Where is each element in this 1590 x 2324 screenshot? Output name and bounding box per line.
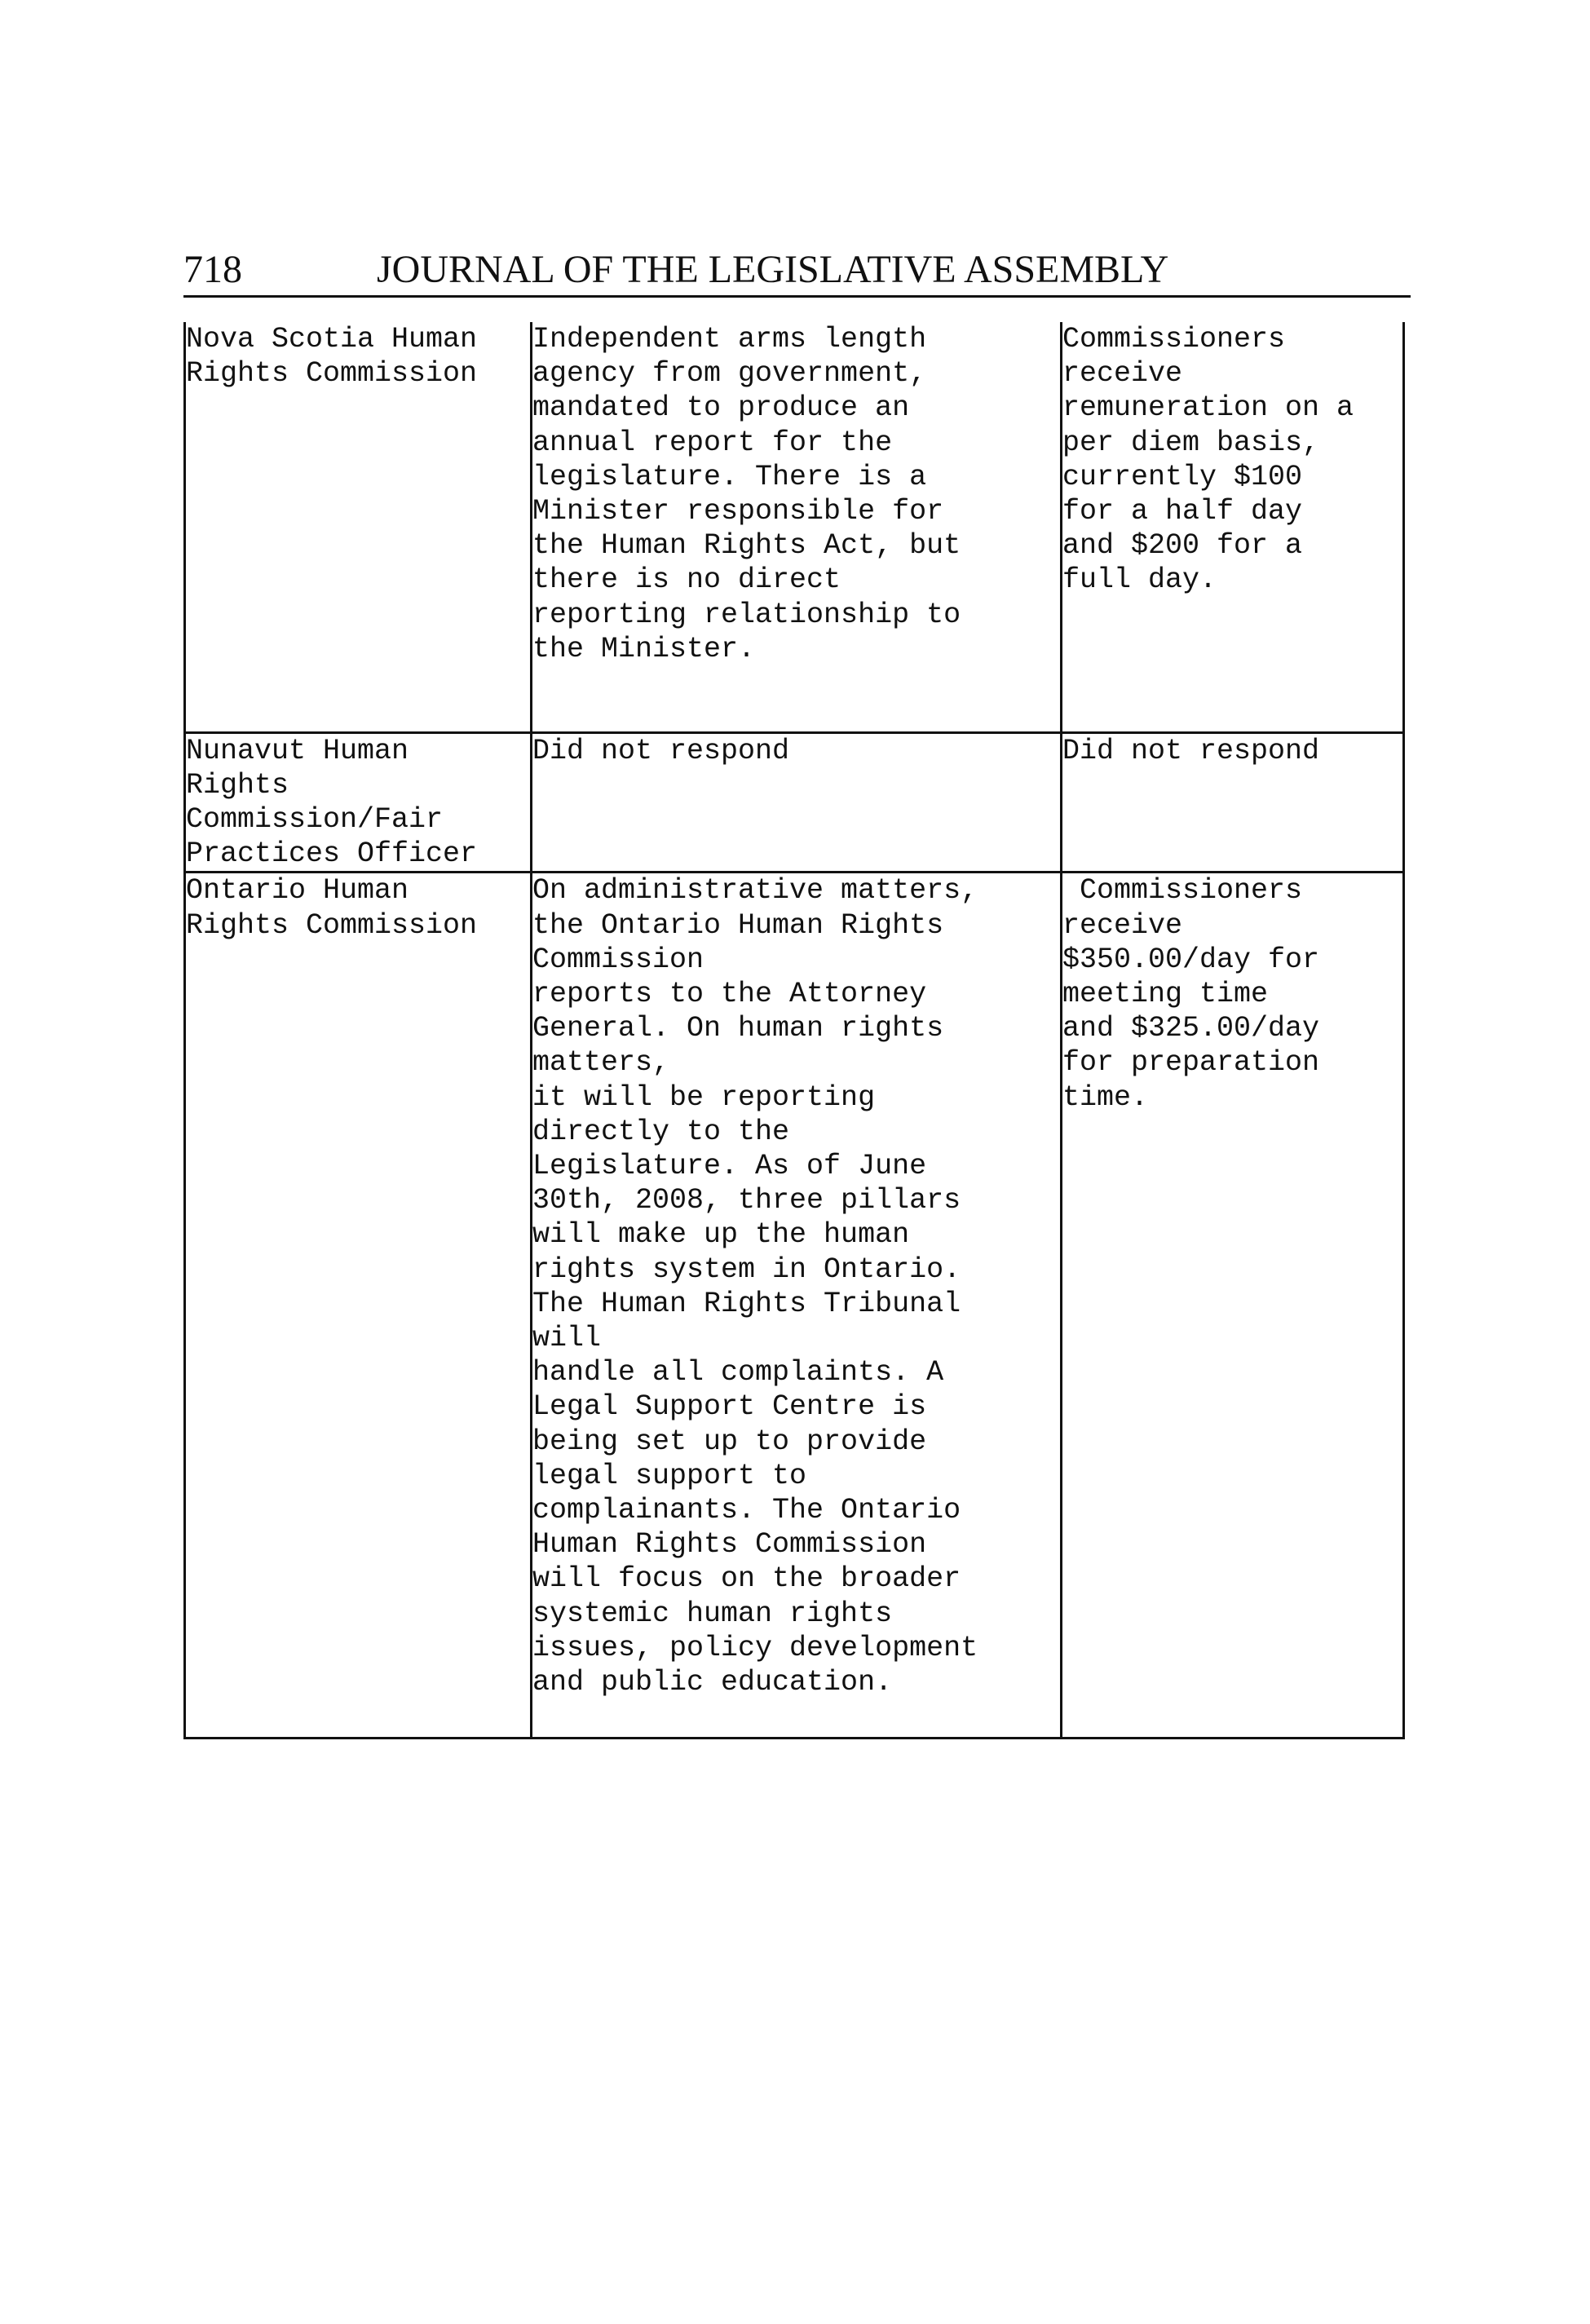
- remuneration-cell: Commissioners receive $350.00/day for meeting time and $325.00/day for preparation time.: [1062, 873, 1404, 1739]
- table-row: [185, 322, 1404, 732]
- commission-table: [183, 322, 1405, 1739]
- organization-cell: Nova Scotia Human Rights Commission: [185, 322, 532, 732]
- organization-cell: Ontario Human Rights Commission: [185, 873, 532, 1739]
- journal-title: JOURNAL OF THE LEGISLATIVE ASSEMBLY: [377, 248, 1169, 291]
- page-number: 718: [183, 248, 242, 291]
- remuneration-cell: Did not respond: [1062, 732, 1404, 873]
- table-row: [185, 873, 1404, 1739]
- organization-cell: Nunavut Human Rights Commission/Fair Practices Officer: [185, 732, 532, 873]
- reporting-cell: Independent arms length agency from government, mandated to produce an annual report for the legislature. There is a Minister responsible for the Human Rights Act, but there is no direct reporting relationship to the Minister.: [532, 322, 1062, 732]
- table-row: [185, 732, 1404, 873]
- reporting-cell: On administrative matters, the Ontario Human Rights Commission reports to the Attorney General. On human rights matters, it will be reporting directly to the Legislature. As of June 30th, 2008, three pillars will make up the human rights system in Ontario. The Human Rights Tribunal will handle all complaints. A Legal Support Centre is being set up to provide legal support to complainants. The Ontario Human Rights Commission will focus on the broader systemic human rights issues, policy development and public education.: [532, 873, 1062, 1739]
- remuneration-cell: Commissioners receive remuneration on a per diem basis, currently $100 for a half day and $200 for a full day.: [1062, 322, 1404, 732]
- page-header: [183, 245, 1411, 298]
- reporting-cell: Did not respond: [532, 732, 1062, 873]
